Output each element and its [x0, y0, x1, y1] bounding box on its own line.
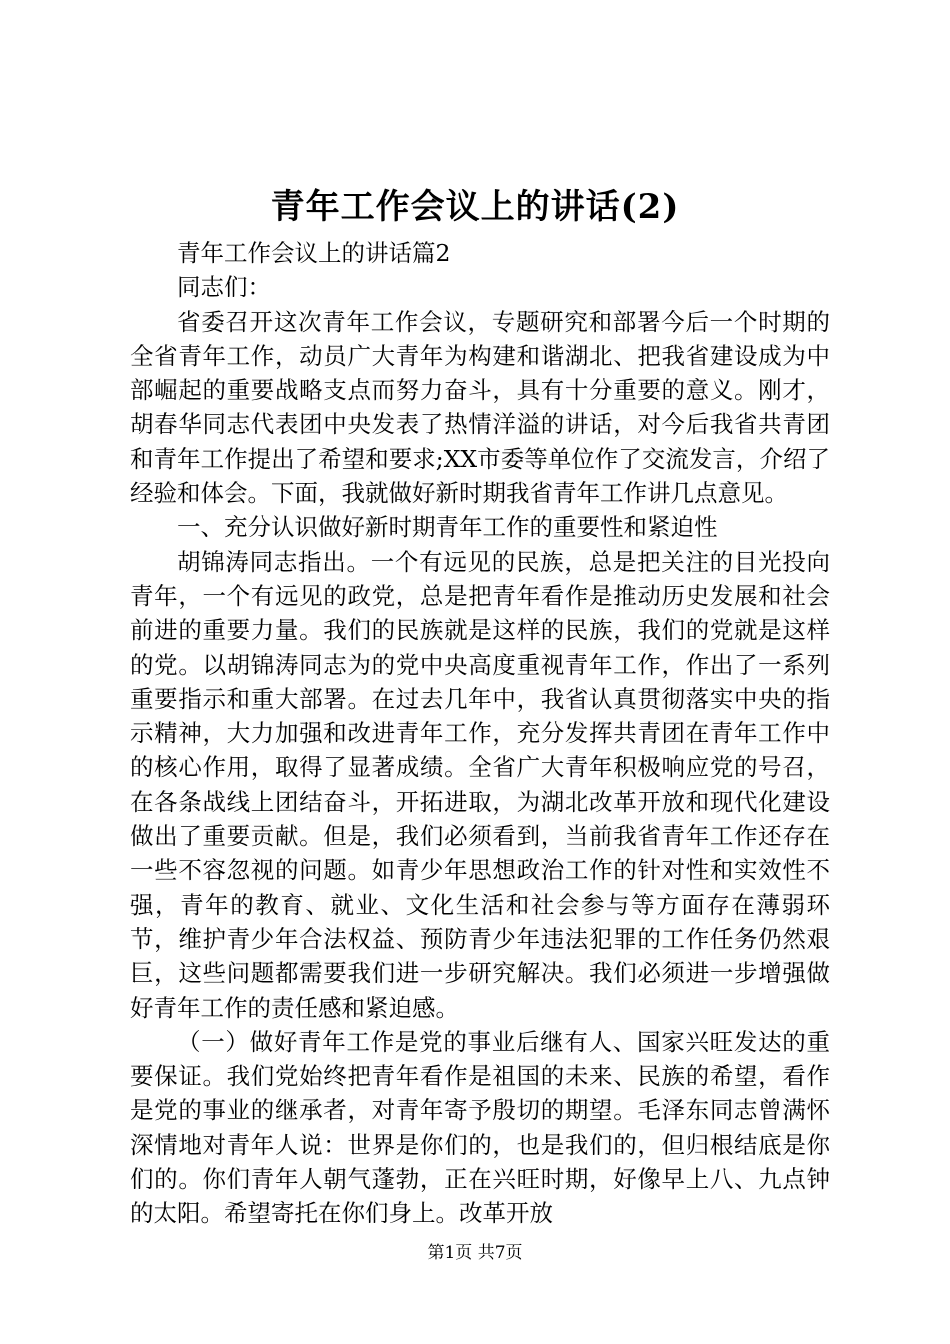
paragraph-salutation: 同志们： [177, 273, 271, 302]
section-heading: 一、充分认识做好新时期青年工作的重要性和紧迫性 [177, 513, 718, 542]
paragraph-subsection: （一）做好青年工作是党的事业后继有人、国家兴旺发达的重要保证。我们党始终把青年看作是祖国的未来、民族的希望，看作是党的事业的继承者，对青年寄予殷切的期望。毛泽东同志曾满怀深情地对青年人说：世界是你们的，也是我们的，但归根结底是你们的。你们青年人朝气蓬勃，正在兴旺时期，好像早上八、九点钟的太阳。希望寄托在你们身上。改革开放 [130, 1027, 830, 1228]
document-title: 青年工作会议上的讲话(2) [270, 187, 680, 227]
page-footer: 第1页 共7页 [427, 1243, 523, 1263]
paragraph-body: 胡锦涛同志指出。一个有远见的民族，总是把关注的目光投向青年，一个有远见的政党，总是把青年看作是推动历史发展和社会前进的重要力量。我们的民族就是这样的民族，我们的党就是这样的党。以胡锦涛同志为的党中央高度重视青年工作，作出了一系列重要指示和重大部署。在过去几年中，我省认真贯彻落实中央的指示精神，大力加强和改进青年工作，充分发挥共青团在青年工作中的核心作用，取得了显著成绩。全省广大青年积极响应党的号召，在各条战线上团结奋斗，开拓进取，为湖北改革开放和现代化建设做出了重要贡献。但是，我们必须看到，当前我省青年工作还存在一些不容忽视的问题。如青少年思想政治工作的针对性和实效性不强，青年的教育、就业、文化生活和社会参与等方面存在薄弱环节，维护青少年合法权益、预防青少年违法犯罪的工作任务仍然艰巨，这些问题都需要我们进一步研究解决。我们必须进一步增强做好青年工作的责任感和紧迫感。 [130, 547, 830, 1022]
paragraph-subtitle: 青年工作会议上的讲话篇2 [177, 239, 451, 267]
paragraph-intro: 省委召开这次青年工作会议，专题研究和部署今后一个时期的全省青年工作，动员广大青年为构建和谐湖北、把我省建设成为中部崛起的重要战略支点而努力奋斗，具有十分重要的意义。刚才，胡春华同志代表团中央发表了热情洋溢的讲话，对今后我省共青团和青年工作提出了希望和要求;XX市委等单位作了交流发言，介绍了经验和体会。下面，我就做好新时期我省青年工作讲几点意见。 [130, 307, 830, 508]
document-body [130, 236, 830, 1231]
